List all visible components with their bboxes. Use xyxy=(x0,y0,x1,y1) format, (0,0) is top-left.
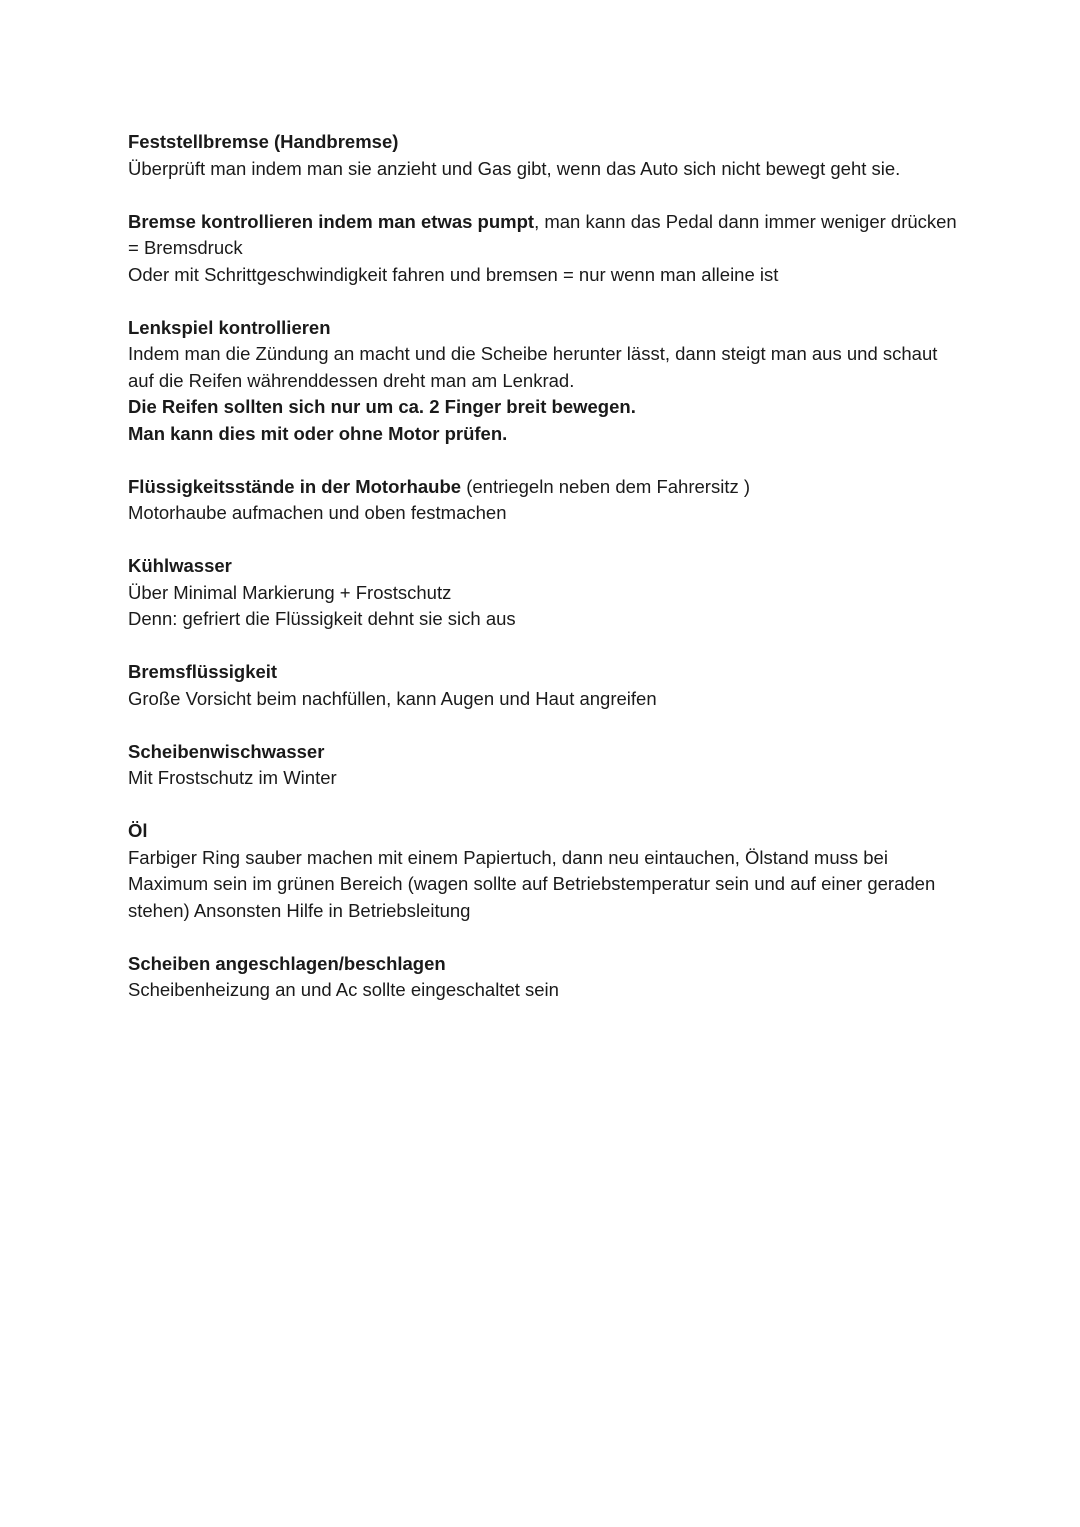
section-text: Indem man die Zündung an macht und die Scheibe herunter lässt, dann steigt man aus und schaut auf die Reifen währenddessen dreht man am Lenkrad. xyxy=(128,343,938,391)
section-heading: Bremse kontrollieren indem man etwas pumpt xyxy=(128,210,535,232)
section-bremsfluessigkeit xyxy=(128,659,958,712)
section-text: Farbiger Ring sauber machen mit einem Papiertuch, dann neu eintauchen, Ölstand muss bei Maximum sein im grünen Bereich (wagen sollte auf Betriebstemperatur sein und auf einer geraden stehen) Ansonsten Hilfe in Betriebsleitung xyxy=(128,846,936,921)
section-text: Überprüft man indem man sie anzieht und Gas gibt, wenn das Auto sich nicht bewegt geht sie. xyxy=(128,157,901,179)
section-bremse-kontrollieren xyxy=(128,209,958,289)
section-oel xyxy=(128,818,958,924)
section-heading: Öl xyxy=(128,820,148,841)
section-heading: Feststellbremse (Handbremse) xyxy=(128,131,399,152)
section-heading-continuation: , man kann das Pedal dann immer weniger drücken = Bremsdruck xyxy=(128,210,957,258)
section-heading-line xyxy=(128,209,958,262)
section-heading: Scheibenwischwasser xyxy=(128,740,325,762)
section-heading-continuation: (entriegeln neben dem Fahrersitz ) xyxy=(461,475,751,497)
section-scheiben xyxy=(128,951,958,1004)
section-text: Große Vorsicht beim nachfüllen, kann Augen und Haut angreifen xyxy=(128,687,657,709)
document-page xyxy=(128,129,958,1030)
section-heading: Lenkspiel kontrollieren xyxy=(128,316,331,338)
section-text: Mit Frostschutz im Winter xyxy=(128,767,337,788)
section-text: Motorhaube aufmachen und oben festmachen xyxy=(128,502,507,523)
section-text: Über Minimal Markierung + Frostschutz xyxy=(128,581,452,603)
section-text: Oder mit Schrittgeschwindigkeit fahren und bremsen = nur wenn man alleine ist xyxy=(128,263,779,285)
section-text: Denn: gefriert die Flüssigkeit dehnt sie sich aus xyxy=(128,608,516,629)
section-lenkspiel xyxy=(128,315,958,448)
section-scheibenwischwasser xyxy=(128,739,958,792)
section-text: Scheibenheizung an und Ac sollte eingeschaltet sein xyxy=(128,979,559,1000)
section-heading: Bremsflüssigkeit xyxy=(128,661,278,682)
section-bold-text: Man kann dies mit oder ohne Motor prüfen. xyxy=(128,422,508,444)
section-heading-line xyxy=(128,474,958,501)
section-bold-text: Die Reifen sollten sich nur um ca. 2 Finger breit bewegen. xyxy=(128,396,636,417)
section-feststellbremse xyxy=(128,129,958,182)
section-heading: Kühlwasser xyxy=(128,555,232,576)
section-heading: Flüssigkeitsstände in der Motorhaube xyxy=(128,475,462,497)
section-kuehlwasser xyxy=(128,553,958,633)
section-fluessigkeitsstaende xyxy=(128,474,958,527)
section-heading: Scheiben angeschlagen/beschlagen xyxy=(128,952,446,974)
